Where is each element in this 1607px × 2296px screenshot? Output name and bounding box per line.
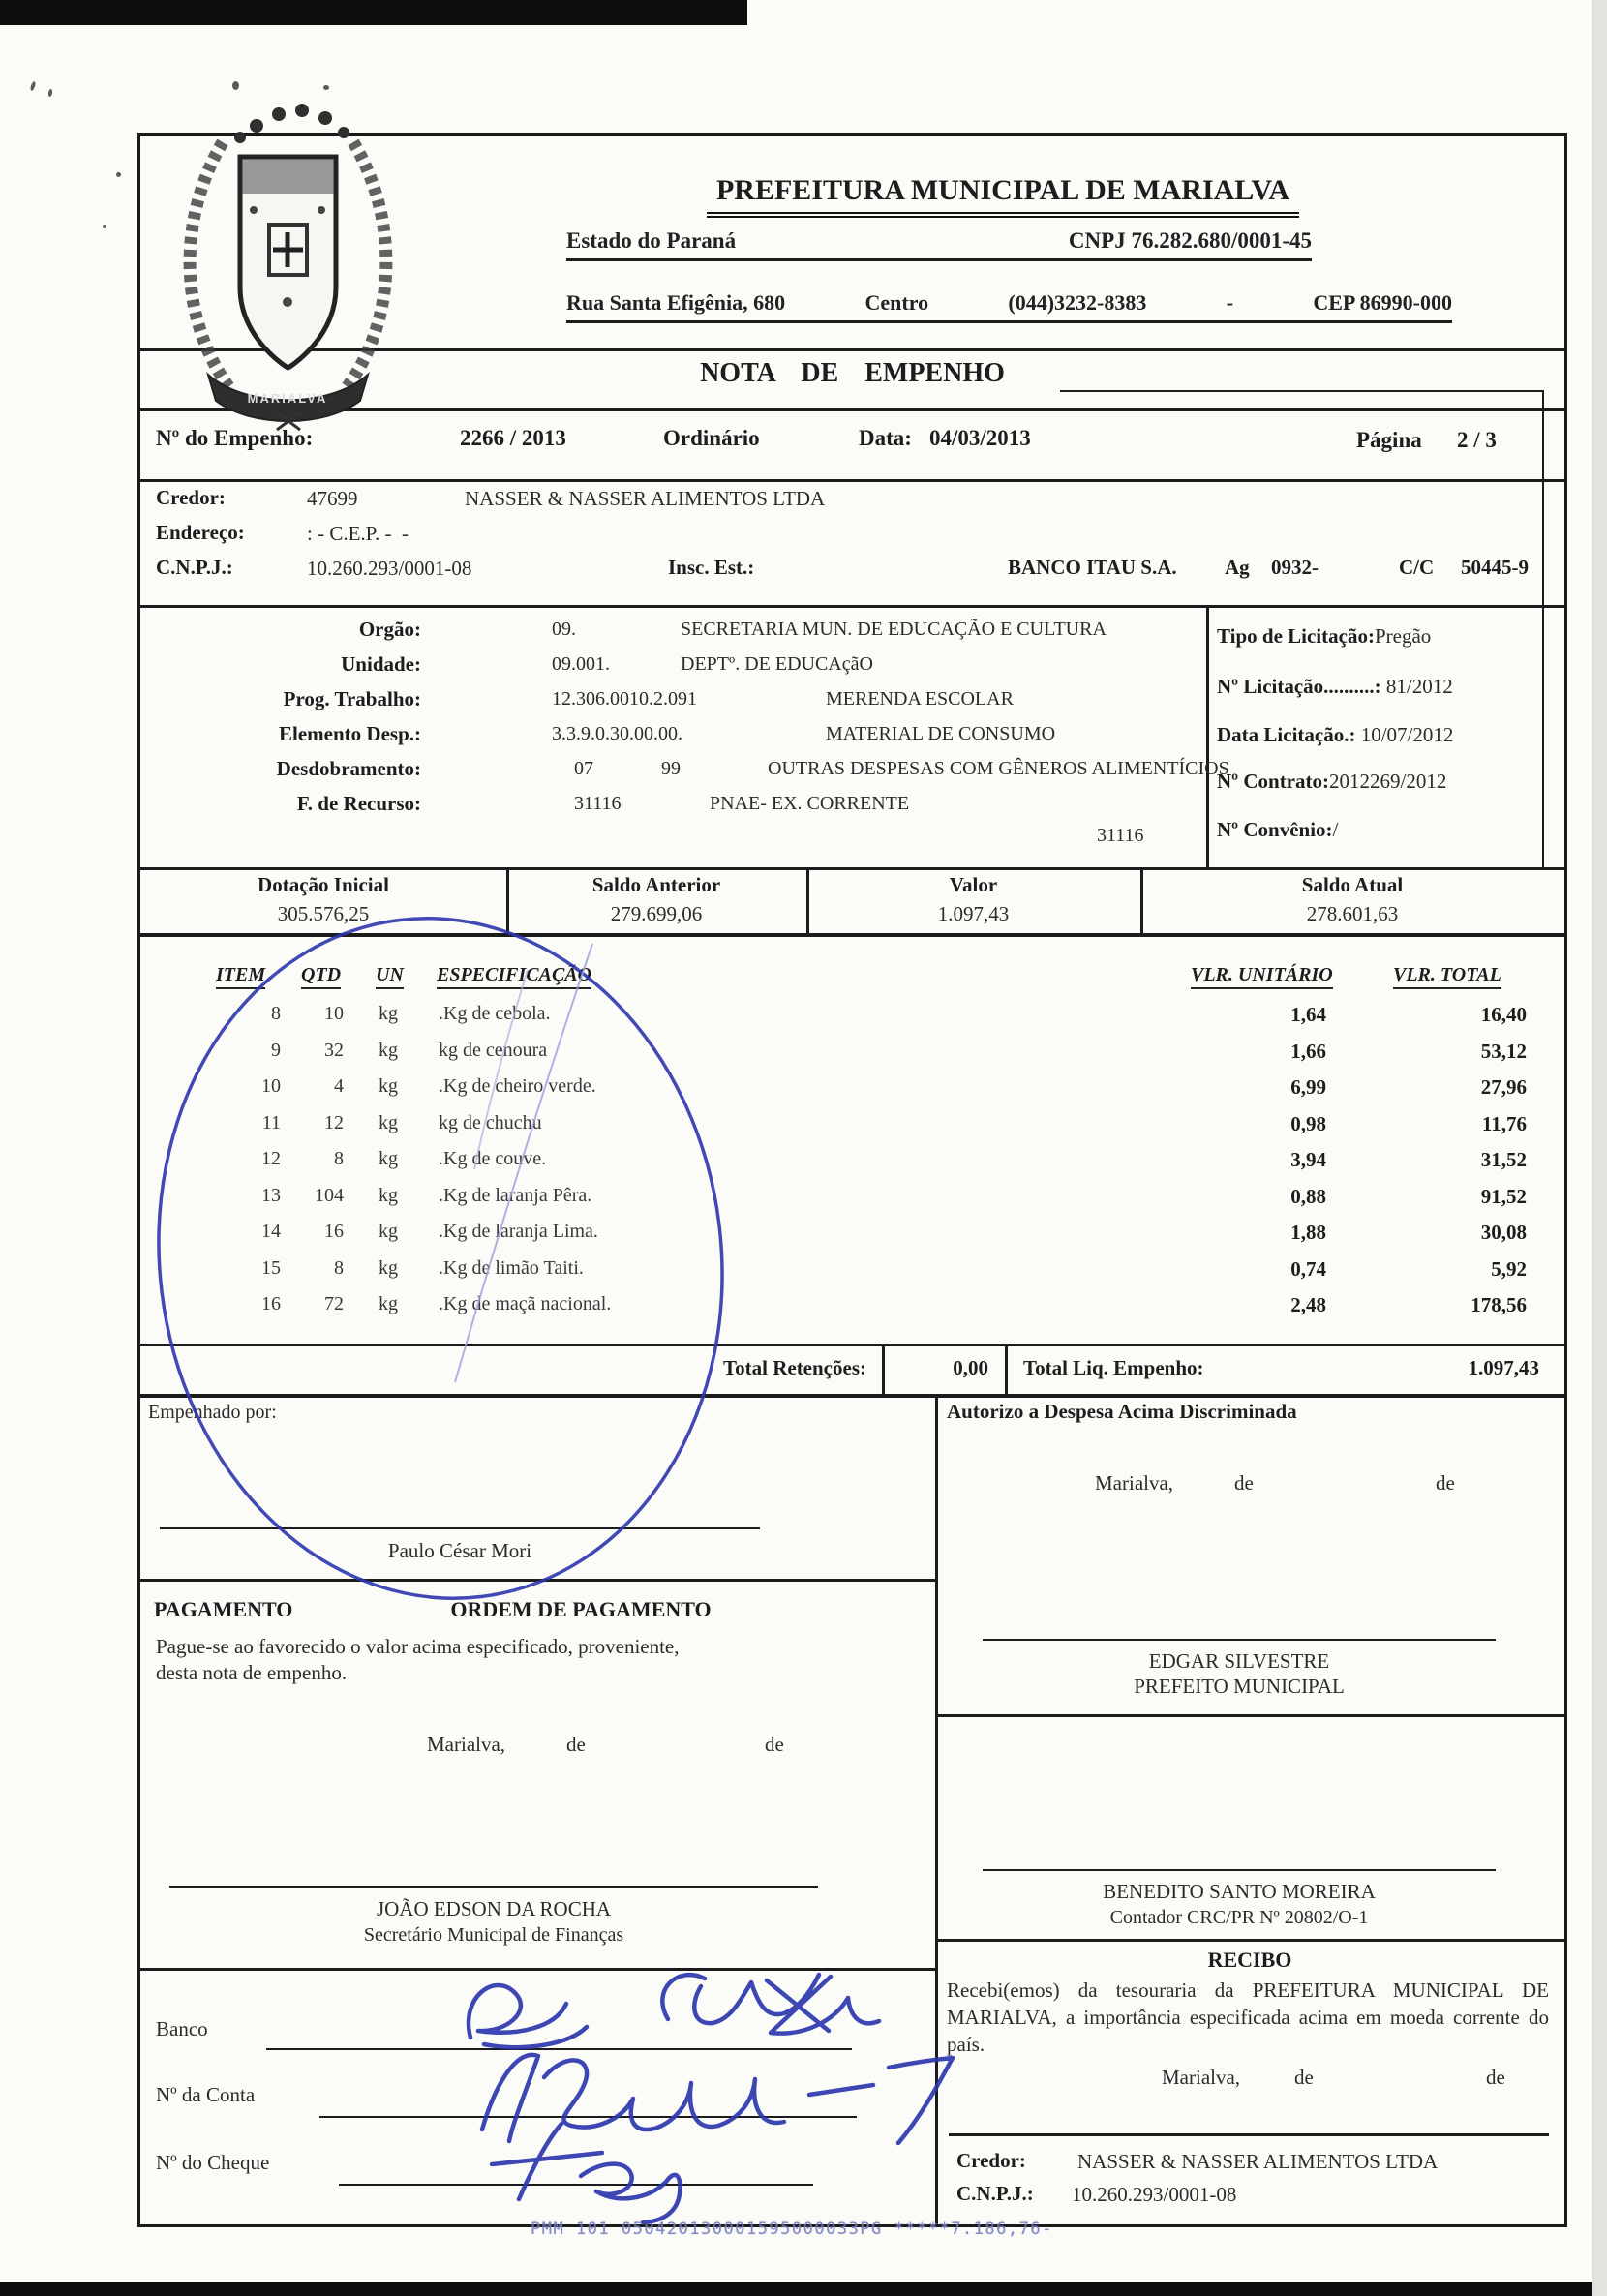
address-phone: (044)3232-8383 <box>1008 290 1147 315</box>
item-vlr-total: 53,12 <box>1480 1040 1527 1063</box>
item-un: kg <box>379 1040 398 1061</box>
item-vlr-unitario: 2,48 <box>1290 1293 1326 1316</box>
contrato-row <box>1217 770 1446 793</box>
divider <box>140 1968 935 1971</box>
autorizo-title: Autorizo a Despesa Acima Discriminada <box>947 1400 1297 1423</box>
item-vlr-unitario: 6,99 <box>1290 1075 1326 1099</box>
saldo-anterior-value: 279.699,06 <box>610 902 703 925</box>
item-espec: .Kg de couve. <box>439 1148 547 1169</box>
empenho-number-value: 2266 / 2013 <box>460 426 566 450</box>
cnpj-row-value: 10.260.293/0001-08 <box>307 557 472 580</box>
item-number: 15 <box>261 1257 281 1279</box>
table-row <box>140 1257 1564 1290</box>
signature-line <box>169 1886 818 1888</box>
pagamento-label: PAGAMENTO <box>154 1597 293 1621</box>
divider <box>1060 390 1542 392</box>
fonte-recurso-label: F. de Recurso: <box>296 792 421 815</box>
col-header-vlr-unitario: VLR. UNITÁRIO <box>1191 964 1333 989</box>
prefeito-signer-name: EDGAR SILVESTRE <box>1148 1649 1330 1673</box>
banco-name: BANCO ITAU S.A. <box>1008 556 1177 579</box>
desdobramento-code1: 07 <box>574 758 593 779</box>
item-espec: kg de cenoura <box>439 1040 548 1061</box>
scan-artifact <box>116 172 121 177</box>
state-label: Estado do Paraná <box>566 228 737 253</box>
item-qtd: 4 <box>334 1075 344 1097</box>
address-cep: CEP 86990-000 <box>1313 290 1452 315</box>
col-header-un: UN <box>376 964 404 989</box>
dotacao-inicial-value: 305.576,25 <box>277 902 370 925</box>
divider <box>1005 1344 1008 1394</box>
scan-black-bar-bottom <box>0 2282 1607 2296</box>
data-licitacao-label: Data Licitação.: <box>1217 723 1356 746</box>
desdobramento-label: Desdobramento: <box>276 757 421 780</box>
item-espec: .Kg de laranja Lima. <box>439 1221 598 1242</box>
item-un: kg <box>379 1221 398 1242</box>
ordem-pagamento-title: ORDEM DE PAGAMENTO <box>450 1597 712 1621</box>
empenhado-label: Empenhado por: <box>148 1402 277 1423</box>
divider-thick <box>140 933 1564 937</box>
divider <box>935 1394 938 2224</box>
divider <box>1542 390 1544 867</box>
item-number: 13 <box>261 1185 281 1206</box>
item-qtd: 104 <box>315 1185 344 1206</box>
date-value: 04/03/2013 <box>929 426 1031 450</box>
divider <box>140 867 1564 870</box>
item-vlr-total: 16,40 <box>1480 1003 1527 1026</box>
convenio-row <box>1217 818 1338 841</box>
coat-of-arms-icon <box>155 89 421 433</box>
scan-artifact <box>47 89 52 98</box>
item-qtd: 32 <box>324 1040 344 1061</box>
item-espec: .Kg de cebola. <box>439 1003 551 1024</box>
item-vlr-total: 5,92 <box>1491 1257 1527 1281</box>
recibo-credor-value: NASSER & NASSER ALIMENTOS LTDA <box>1077 2150 1439 2173</box>
col-header-vlr-total: VLR. TOTAL <box>1393 964 1501 989</box>
empenhado-signer-name: Paulo César Mori <box>387 1539 532 1562</box>
item-number: 8 <box>271 1003 281 1024</box>
table-row <box>140 1112 1564 1145</box>
convenio-value: / <box>1332 818 1339 841</box>
page-title: PREFEITURA MUNICIPAL DE MARIALVA <box>707 174 1299 218</box>
scan-edge-shade <box>1592 0 1607 2296</box>
doc-title: NOTA DE EMPENHO <box>700 358 1005 388</box>
cnpj-row-label: C.N.P.J.: <box>156 556 233 579</box>
item-un: kg <box>379 1112 398 1133</box>
item-un: kg <box>379 1257 398 1279</box>
item-vlr-total: 30,08 <box>1480 1221 1527 1244</box>
secretario-signer-name: JOÃO EDSON DA ROCHA <box>376 1897 612 1920</box>
agencia-value: 0932- <box>1271 556 1319 579</box>
recibo-cnpj-value: 10.260.293/0001-08 <box>1072 2183 1237 2206</box>
address-dash: - <box>1226 290 1234 315</box>
recibo-title: RECIBO <box>1207 1948 1292 1972</box>
divider <box>140 1579 935 1582</box>
table-row <box>140 1040 1564 1072</box>
cheque-field-label: Nº do Cheque <box>156 2151 270 2174</box>
agencia-label: Ag <box>1225 556 1250 579</box>
item-vlr-unitario: 1,88 <box>1290 1221 1326 1244</box>
item-vlr-unitario: 1,64 <box>1290 1003 1326 1026</box>
divider <box>140 1344 1564 1346</box>
table-row <box>140 1003 1564 1036</box>
tipo-licitacao-row <box>1217 624 1431 648</box>
total-liq-label: Total Liq. Empenho: <box>1023 1356 1204 1379</box>
divider <box>1206 605 1209 867</box>
saldo-atual-label: Saldo Atual <box>1301 873 1404 896</box>
col-header-item: ITEM <box>216 964 265 989</box>
total-liq-value: 1.097,43 <box>1468 1356 1539 1379</box>
item-vlr-total: 31,52 <box>1480 1148 1527 1171</box>
desdobramento-name: OUTRAS DESPESAS COM GÊNEROS ALIMENTÍCIOS <box>768 758 1229 779</box>
tipo-licitacao-value: Pregão <box>1374 624 1432 648</box>
item-qtd: 10 <box>324 1003 344 1024</box>
scan-artifact <box>30 81 37 92</box>
pagamento-de1: de <box>566 1733 586 1756</box>
pagamento-body: Pague-se ao favorecido o valor acima especificado, proveniente, desta nota de empenho. <box>156 1635 680 1684</box>
item-number: 10 <box>261 1075 281 1097</box>
dotacao-inicial-label: Dotação Inicial <box>258 873 389 896</box>
item-espec: .Kg de maçã nacional. <box>439 1293 612 1314</box>
fonte-recurso-code: 31116 <box>574 793 622 814</box>
table-row <box>140 1293 1564 1326</box>
recibo-de1: de <box>1294 2066 1314 2089</box>
item-un: kg <box>379 1003 398 1024</box>
orgao-code: 09. <box>552 619 576 640</box>
data-licitacao-value: 10/07/2012 <box>1360 723 1454 746</box>
recibo-de2: de <box>1486 2066 1505 2089</box>
scan-artifact <box>103 225 106 228</box>
prog-trabalho-name: MERENDA ESCOLAR <box>826 688 1014 710</box>
saldo-atual-value: 278.601,63 <box>1306 902 1399 925</box>
empenho-number-label: Nº do Empenho: <box>156 426 314 450</box>
num-licitacao-row <box>1217 675 1453 698</box>
unidade-code: 09.001. <box>552 653 610 675</box>
divider <box>140 479 1564 482</box>
contador-signer-name: BENEDITO SANTO MOREIRA <box>1103 1880 1376 1903</box>
total-retencoes-label: Total Retenções: <box>723 1356 866 1379</box>
item-vlr-total: 178,56 <box>1471 1293 1527 1316</box>
scan-black-bar-top <box>0 0 747 25</box>
item-un: kg <box>379 1075 398 1097</box>
municipal-coat-of-arms-logo <box>155 89 421 433</box>
signature-line <box>983 1639 1496 1641</box>
item-espec: .Kg de limão Taiti. <box>439 1257 584 1279</box>
secretario-signer-title: Secretário Municipal de Finanças <box>363 1924 624 1946</box>
divider <box>882 1344 885 1394</box>
item-vlr-unitario: 0,74 <box>1290 1257 1326 1281</box>
col-header-espec: ESPECIFICAÇÃO <box>437 964 591 989</box>
item-number: 11 <box>261 1112 281 1133</box>
conta-field-label: Nº da Conta <box>156 2083 256 2106</box>
table-row <box>140 1221 1564 1254</box>
elemento-desp-label: Elemento Desp.: <box>279 722 421 745</box>
fonte-recurso-code-right: 31116 <box>1097 825 1144 846</box>
divider <box>140 605 1564 608</box>
orgao-label: Orgão: <box>358 618 421 641</box>
conta-field-line <box>319 2116 857 2118</box>
total-retencoes-value: 0,00 <box>953 1356 988 1379</box>
contador-signer-title: Contador CRC/PR Nº 20802/O-1 <box>1109 1907 1369 1928</box>
divider <box>935 1939 1564 1942</box>
orgao-name: SECRETARIA MUN. DE EDUCAÇÃO E CULTURA <box>681 619 1107 640</box>
page-number-label: Página <box>1356 428 1422 452</box>
convenio-label: Nº Convênio: <box>1217 818 1333 841</box>
item-vlr-unitario: 1,66 <box>1290 1040 1326 1063</box>
item-qtd: 12 <box>324 1112 344 1133</box>
item-qtd: 72 <box>324 1293 344 1314</box>
cnpj-label: CNPJ 76.282.680/0001-45 <box>1068 228 1312 253</box>
printed-footer-code: PMM 101 050420130001595000033PG *****7.186,76- <box>531 2220 1053 2239</box>
saldo-anterior-label: Saldo Anterior <box>591 873 721 896</box>
item-number: 16 <box>261 1293 281 1314</box>
cheque-field-line <box>339 2184 813 2186</box>
item-qtd: 8 <box>334 1148 344 1169</box>
credor-code: 47699 <box>307 487 358 510</box>
table-row <box>140 1148 1564 1181</box>
svg-text:MARIALVA: MARIALVA <box>247 391 328 406</box>
prog-trabalho-code: 12.306.0010.2.091 <box>552 688 697 710</box>
divider-thick <box>140 1394 1564 1398</box>
table-row <box>140 1075 1564 1108</box>
contrato-label: Nº Contrato: <box>1217 770 1329 793</box>
signature-line <box>983 1869 1496 1871</box>
table-row <box>140 1185 1564 1218</box>
elemento-desp-code: 3.3.9.0.30.00.00. <box>552 723 682 744</box>
contrato-value: 2012269/2012 <box>1329 770 1447 793</box>
item-vlr-unitario: 0,98 <box>1290 1112 1326 1135</box>
data-licitacao-row <box>1217 723 1453 746</box>
valor-value: 1.097,43 <box>937 902 1010 925</box>
num-licitacao-value: 81/2012 <box>1385 675 1453 698</box>
desdobramento-code2: 99 <box>661 758 681 779</box>
autorizo-de2: de <box>1436 1471 1455 1495</box>
item-un: kg <box>379 1148 398 1169</box>
prefeito-signer-title: PREFEITO MUNICIPAL <box>1134 1675 1345 1698</box>
endereco-label: Endereço: <box>156 521 245 544</box>
item-vlr-total: 91,52 <box>1480 1185 1527 1208</box>
elemento-desp-name: MATERIAL DE CONSUMO <box>826 723 1056 744</box>
signature-line <box>160 1527 760 1529</box>
nota-de-empenho-form <box>137 133 1567 2227</box>
header-title-wrap <box>426 151 1539 241</box>
valor-label: Valor <box>949 873 998 896</box>
tipo-licitacao-label: Tipo de Licitação: <box>1217 624 1375 648</box>
banco-field-label: Banco <box>156 2017 208 2040</box>
item-qtd: 8 <box>334 1257 344 1279</box>
endereco-value: : - C.E.P. - - <box>307 522 409 545</box>
item-espec: .Kg de cheiro verde. <box>439 1075 596 1097</box>
pagamento-de2: de <box>765 1733 784 1756</box>
item-qtd: 16 <box>324 1221 344 1242</box>
item-vlr-unitario: 0,88 <box>1290 1185 1326 1208</box>
unidade-label: Unidade: <box>341 652 421 676</box>
item-espec: .Kg de laranja Pêra. <box>439 1185 592 1206</box>
autorizo-de1: de <box>1234 1471 1254 1495</box>
item-vlr-total: 11,76 <box>1481 1112 1527 1135</box>
item-vlr-total: 27,96 <box>1480 1075 1527 1099</box>
item-un: kg <box>379 1185 398 1206</box>
conta-corrente-label: C/C <box>1399 556 1435 579</box>
address-district: Centro <box>864 290 929 315</box>
header-address-line <box>566 290 1452 323</box>
address-street: Rua Santa Efigênia, 680 <box>566 290 786 315</box>
num-licitacao-label: Nº Licitação..........: <box>1217 675 1381 698</box>
unidade-name: DEPTº. DE EDUCAçãO <box>681 653 873 675</box>
date-label: Data: <box>859 426 912 450</box>
fonte-recurso-name: PNAE- EX. CORRENTE <box>710 793 910 814</box>
autorizo-city: Marialva, <box>1095 1471 1174 1495</box>
item-espec: kg de chuchu <box>439 1112 542 1133</box>
divider <box>935 1714 1564 1717</box>
recibo-credor-label: Credor: <box>956 2149 1026 2172</box>
insc-est-label: Insc. Est.: <box>668 556 755 579</box>
recibo-cnpj-label: C.N.P.J.: <box>956 2182 1034 2205</box>
empenho-modality: Ordinário <box>663 426 760 450</box>
col-header-qtd: QTD <box>301 964 341 989</box>
recibo-city: Marialva, <box>1162 2066 1241 2089</box>
prog-trabalho-label: Prog. Trabalho: <box>283 687 421 710</box>
item-vlr-unitario: 3,94 <box>1290 1148 1326 1171</box>
header-subtitle-line <box>566 228 1312 261</box>
item-un: kg <box>379 1293 398 1314</box>
item-number: 9 <box>271 1040 281 1061</box>
page-number-value: 2 / 3 <box>1457 428 1497 452</box>
item-number: 12 <box>261 1148 281 1169</box>
conta-corrente-value: 50445-9 <box>1461 556 1529 579</box>
credor-label: Credor: <box>156 486 226 509</box>
pagamento-city: Marialva, <box>427 1733 506 1756</box>
credor-name: NASSER & NASSER ALIMENTOS LTDA <box>465 487 826 510</box>
banco-field-line <box>266 2048 852 2050</box>
item-number: 14 <box>261 1221 281 1242</box>
recibo-body: Recebi(emos) da tesouraria da PREFEITURA MUNICIPAL DE MARIALVA, a importância especificada acima em moeda corrente do país. <box>947 1979 1549 2056</box>
divider <box>949 2133 1549 2136</box>
